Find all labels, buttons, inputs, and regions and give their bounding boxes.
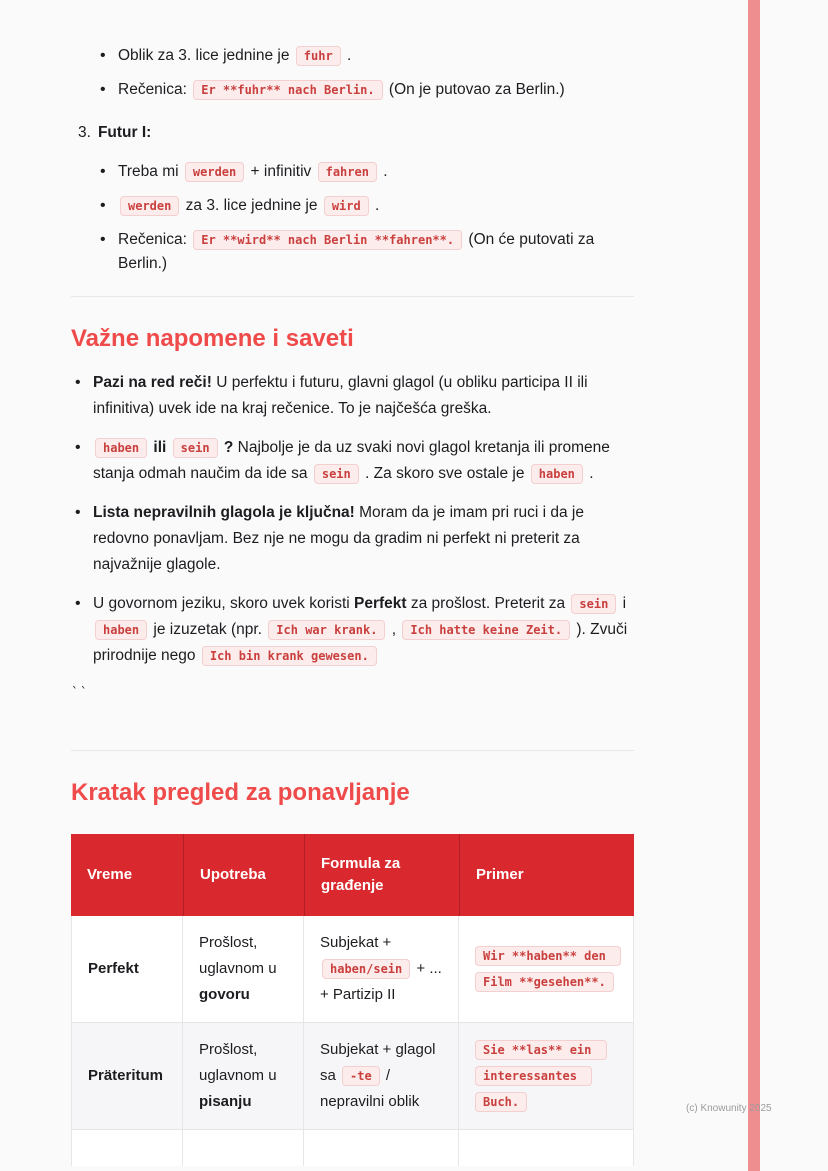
table-header-row (71, 834, 634, 916)
review-section-heading: Kratak pregled za ponavljanje (71, 779, 410, 806)
cell-primer: Sie **las** ein interessantes Buch. (459, 1023, 634, 1130)
list-item: • haben ili sein ? Najbolje je da uz svaki novi glagol kretanja ili promene stanja odmah naučim da ide sa sein . Za skoro sve ostale je haben . (71, 435, 634, 487)
review-table (71, 834, 634, 1166)
column-header-formula: Formula za građenje (304, 834, 459, 916)
cell-upotreba (183, 1130, 304, 1166)
column-header-vreme: Vreme (71, 834, 183, 916)
note-content (71, 44, 634, 1166)
list-item: • U govornom jeziku, skoro uvek koristi Perfekt za prošlost. Preterit za sein i haben je izuzetak (npr. Ich war krank. , Ich hatte keine Zeit. ). Zvuči prirodnije nego Ich bin krank gewesen. (71, 591, 634, 669)
cell-formula: Subjekat + haben/sein + ... + Partizip II (304, 916, 459, 1023)
table-row-prateritum (71, 1023, 634, 1130)
list-item: • Rečenica: Er **wird** nach Berlin **fahren**. (On će putovati za Berlin.) (71, 228, 634, 276)
list-item: • Lista nepravilnih glagola je ključna! Moram da je imam pri ruci i da je redovno ponavljam. Bez nje ne mogu da gradim ni perfekt ni preterit za najvažnije glagole. (71, 500, 634, 578)
list-item: • werden za 3. lice jednine je wird . (71, 194, 634, 218)
futur-section-title (71, 121, 634, 145)
cell-primer: Wir **haben** den Film **gesehen**. (459, 916, 634, 1023)
stray-backticks: `` (71, 686, 89, 701)
section-divider (71, 750, 634, 751)
cell-formula: Subjekat + glagol sa -te / nepravilni oblik (304, 1023, 459, 1130)
cell-upotreba: Prošlost, uglavnom u pisanju (183, 1023, 304, 1130)
cell-vreme (71, 1130, 183, 1166)
notes-section-heading: Važne napomene i saveti (71, 325, 354, 352)
cell-primer (459, 1130, 634, 1166)
section-divider (71, 296, 634, 297)
prateritum-bullet-list (71, 44, 634, 102)
column-header-upotreba: Upotreba (183, 834, 304, 916)
cell-vreme: Perfekt (71, 916, 183, 1023)
watermark-text: (c) Knowunity 2025 (686, 1103, 772, 1114)
cell-formula (304, 1130, 459, 1166)
futur-bullet-list (71, 160, 634, 276)
list-item: • Treba mi werden + infinitiv fahren . (71, 160, 634, 184)
cell-vreme: Präteritum (71, 1023, 183, 1130)
list-item: • Oblik za 3. lice jednine je fuhr . (71, 44, 634, 68)
column-header-primer: Primer (459, 834, 634, 916)
list-number: 3. (78, 124, 91, 141)
table-row-cutoff (71, 1130, 634, 1166)
notes-bullet-list (71, 370, 634, 669)
table-row-perfekt (71, 916, 634, 1023)
bookmark-stripe (748, 0, 760, 1171)
cell-upotreba: Prošlost, uglavnom u govoru (183, 916, 304, 1023)
list-item: • Pazi na red reči! U perfektu i futuru, glavni glagol (u obliku participa II ili infinitiva) uvek ide na kraj rečenice. To je najčešća greška. (71, 370, 634, 422)
list-item: • Rečenica: Er **fuhr** nach Berlin. (On je putovao za Berlin.) (71, 78, 634, 102)
futur-title-text: Futur I: (97, 124, 152, 141)
